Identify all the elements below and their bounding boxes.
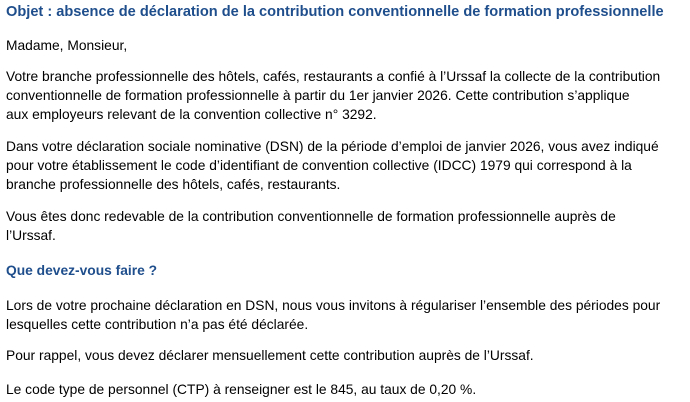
paragraph-ctp-code	[6, 380, 678, 399]
paragraph-dsn-declaration	[6, 137, 678, 194]
paragraph-line: Dans votre déclaration sociale nominative (DSN) de la période d’emploi de janvier 2026, vous avez indiqué	[6, 139, 659, 154]
paragraph-line: Vous êtes donc redevable de la contribution conventionnelle de formation professionnelle auprès de	[6, 209, 616, 224]
letter-subject: Objet : absence de déclaration de la contribution conventionnelle de formation professionnelle	[6, 4, 664, 20]
paragraph-line: branche professionnelle des hôtels, cafés, restaurants.	[6, 177, 341, 192]
paragraph-line: Votre branche professionnelle des hôtels, cafés, restaurants a confié à l’Urssaf la collecte de la contribution	[6, 69, 661, 84]
paragraph-liability	[6, 207, 678, 245]
paragraph-line: Lors de votre prochaine déclaration en DSN, nous vous invitons à régulariser l’ensemble des périodes pour	[6, 298, 661, 313]
paragraph-line: lesquelles cette contribution n’a pas été déclarée.	[6, 317, 309, 332]
paragraph-reminder	[6, 346, 678, 365]
paragraph-line: l’Urssaf.	[6, 228, 56, 243]
letter-greeting: Madame, Monsieur,	[6, 38, 128, 53]
paragraph-line: Le code type de personnel (CTP) à renseigner est le 845, au taux de 0,20 %.	[6, 382, 477, 397]
paragraph-line: pour votre établissement le code d’identifiant de convention collective (IDCC) 1979 qui correspond à la	[6, 158, 632, 173]
paragraph-line: Pour rappel, vous devez déclarer mensuellement cette contribution auprès de l’Urssaf.	[6, 348, 534, 363]
paragraph-line: aux employeurs relevant de la convention collective n° 3292.	[6, 107, 377, 122]
paragraph-line: conventionnelle de formation professionnelle à partir du 1er janvier 2026. Cette contribution s’applique	[6, 88, 630, 103]
paragraph-branch-collection	[6, 67, 678, 124]
paragraph-regularisation	[6, 296, 678, 334]
section-heading-what-to-do: Que devez-vous faire ?	[6, 263, 158, 278]
